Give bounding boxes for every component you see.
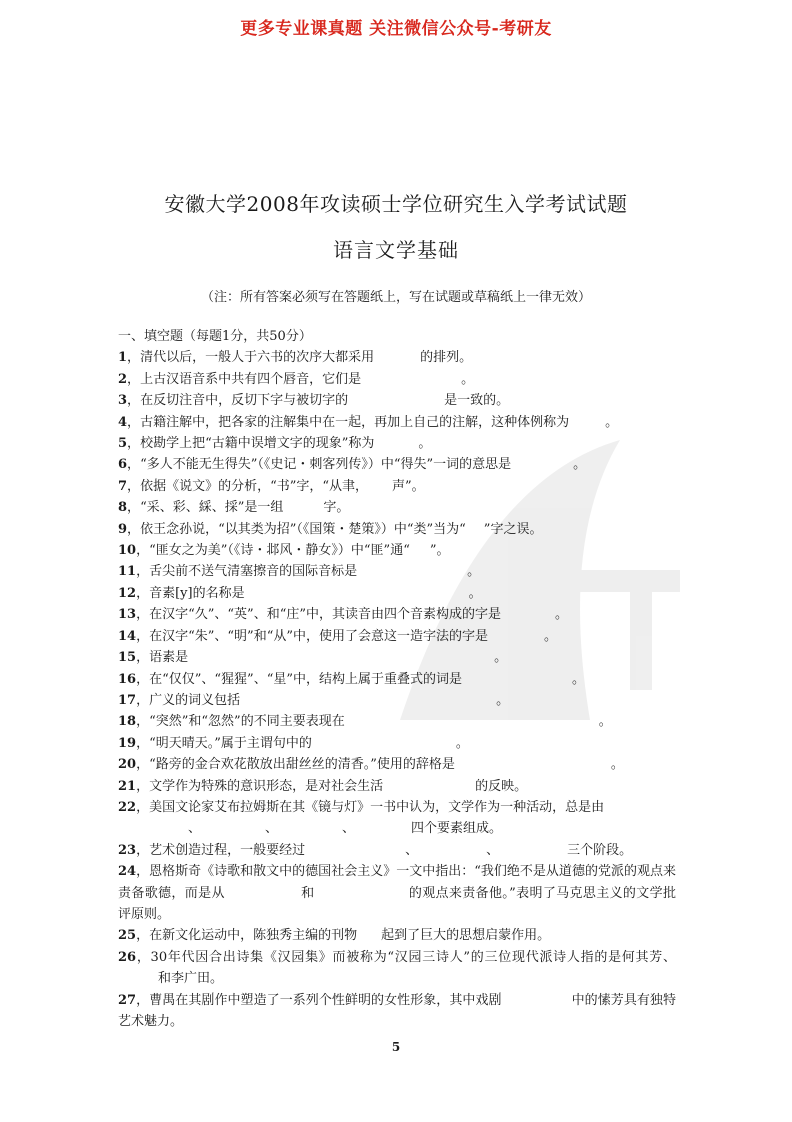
question-item: 10，“匪女之为美”（《诗・邶风・静女》）中“匪”通“ ”。	[118, 543, 450, 559]
question-item: 16，在“仅仅”、“猩猩”、“星”中，结构上属于重叠式的词是 。	[118, 671, 586, 687]
question-item: 4，古籍注解中，把各家的注解集中在一起，再加上自己的注解，这种体例称为 。	[118, 414, 619, 430]
question-item: 26，30年代因合出诗集《汉园集》而被称为“汉园三诗人”的三位现代派诗人指的是何其芳、和李广田。	[118, 949, 676, 987]
question-section	[118, 326, 676, 1032]
question-item: 6，“多人不能无生得失”（《史记・刺客列传》）中“得失”一词的意思是 。	[118, 457, 587, 473]
question-item: 20，“路旁的金合欢花散放出甜丝丝的清香。”使用的辞格是 。	[118, 757, 624, 773]
question-item: 8，“采、彩、綵、採”是一组 字。	[118, 500, 350, 516]
question-item: 14，在汉字“朱”、“明”和“从”中，使用了会意这一造字法的字是 。	[118, 628, 558, 644]
exam-title: 安徽大学2008年攻读硕士学位研究生入学考试试题	[164, 192, 628, 216]
question-item: 19，“明天晴天。”属于主谓句中的 。	[118, 735, 469, 751]
section-heading: 一、填空题（每题1分，共50分）	[118, 329, 312, 344]
question-item: 7，依据《说文》的分析，“书”字，“从聿， 声”。	[118, 478, 425, 494]
question-item: 24，恩格斯奇《诗歌和散文中的德国社会主义》一文中指出：“我们绝不是从道德的党派的观点来责备歌德，而是从 和 的观点来责备他。”表明了马克思主义的文学批评原则。	[118, 864, 676, 922]
question-item: 23，艺术创造过程，一般要经过 、 、 三个阶段。	[118, 842, 633, 858]
question-item: 25，在新文化运动中，陈独秀主编的刊物 起到了巨大的思想启蒙作用。	[118, 928, 551, 944]
question-item: 9，依王念孙说，“以其类为招”（《国策・楚策》）中“类”当为“ ”字之误。	[118, 521, 543, 537]
question-item: 27，曹禺在其剧作中塑造了一系列个性鲜明的女性形象，其中戏剧 中的愫芳具有独特艺术魅力。	[118, 992, 676, 1029]
question-item: 5，校勘学上把“古籍中误增文字的现象”称为 。	[118, 436, 432, 452]
promo-banner: 更多专业课真题 关注微信公众号-考研友	[240, 19, 552, 39]
exam-subject: 语言文学基础	[333, 238, 459, 262]
question-item: 11，舌尖前不送气清塞擦音的国际音标是 。	[118, 564, 481, 580]
question-item: 13，在汉字“久”、“英”、和“庄”中，其读音由四个音素构成的字是 。	[118, 607, 569, 623]
question-item: 17，广义的词义包括 。	[118, 692, 510, 708]
question-item: 1，清代以后，一般人于六书的次序大都采用 的排列。	[118, 350, 473, 366]
question-item: 2，上古汉语音系中共有四个唇音，它们是 。	[118, 371, 475, 387]
question-item: 21，文学作为特殊的意识形态，是对社会生活 的反映。	[118, 778, 528, 794]
page-number: 5	[391, 1040, 401, 1054]
question-item: 3，在反切注音中，反切下字与被切字的 是一致的。	[118, 393, 510, 409]
question-item: 22，美国文论家艾布拉姆斯在其《镜与灯》一书中认为，文学作为一种活动，总是由 、 、 、 四个要素组成。	[118, 799, 605, 837]
exam-instruction-note: （注：所有答案必须写在答题纸上，写在试题或草稿纸上一律无效）	[200, 290, 591, 305]
question-item: 15，语素是 。	[118, 650, 508, 666]
question-item: 18，“突然”和“忽然”的不同主要表现在 。	[118, 714, 612, 730]
question-item: 12，音素[y]的名称是 。	[118, 585, 482, 601]
